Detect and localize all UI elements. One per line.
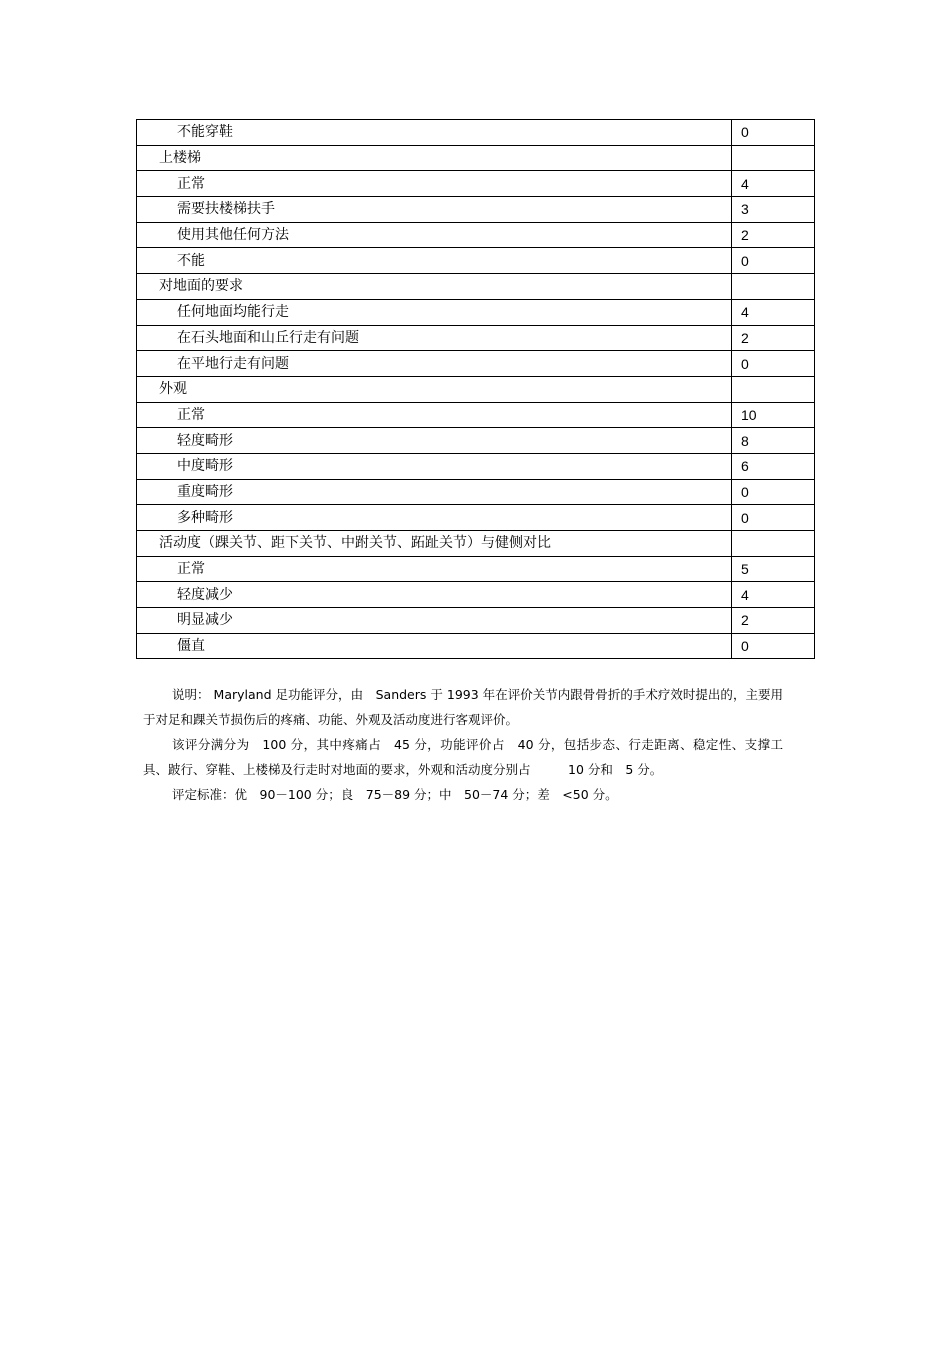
- score-value: 10: [732, 402, 815, 428]
- option-label: 不能: [137, 248, 732, 274]
- table-row: [137, 274, 815, 300]
- table-row: [137, 222, 815, 248]
- notes-paragraph-scoring: 该评分满分为 100 分，其中疼痛占 45 分，功能评价占 40 分，包括步态、行走距离、稳定性、支撑工具、跛行、穿鞋、上楼梯及行走时对地面的要求，外观和活动度分别占 10 分和 5 分。: [143, 737, 783, 777]
- table-row: [137, 633, 815, 659]
- score-value: 2: [732, 222, 815, 248]
- table-row: [137, 145, 815, 171]
- category-label: 对地面的要求: [137, 274, 732, 300]
- table-row: [137, 171, 815, 197]
- option-label: 需要扶楼梯扶手: [137, 197, 732, 223]
- option-label: 在平地行走有问题: [137, 351, 732, 377]
- score-value: 0: [732, 505, 815, 531]
- table-row: [137, 505, 815, 531]
- score-table: [136, 119, 815, 659]
- option-label: 正常: [137, 171, 732, 197]
- option-label: 任何地面均能行走: [137, 299, 732, 325]
- score-value: [732, 274, 815, 300]
- table-row: [137, 608, 815, 634]
- score-value: 5: [732, 556, 815, 582]
- option-label: 轻度减少: [137, 582, 732, 608]
- option-label: 使用其他任何方法: [137, 222, 732, 248]
- category-label: 活动度（踝关节、距下关节、中跗关节、跖趾关节）与健侧对比: [137, 531, 732, 557]
- table-row: [137, 376, 815, 402]
- table-row: [137, 402, 815, 428]
- notes-section: [143, 682, 783, 807]
- table-row: [137, 299, 815, 325]
- score-value: 8: [732, 428, 815, 454]
- score-value: 0: [732, 479, 815, 505]
- table-row: [137, 120, 815, 146]
- option-label: 中度畸形: [137, 453, 732, 479]
- score-value: 0: [732, 248, 815, 274]
- notes-paragraph-description: 说明： Maryland 足功能评分，由 Sanders 于 1993 年在评价关节内跟骨骨折的手术疗效时提出的，主要用于对足和踝关节损伤后的疼痛、功能、外观及活动度进行客观评价。: [143, 687, 783, 727]
- score-value: 3: [732, 197, 815, 223]
- category-label: 外观: [137, 376, 732, 402]
- score-value: 0: [732, 120, 815, 146]
- option-label: 轻度畸形: [137, 428, 732, 454]
- score-value: 0: [732, 633, 815, 659]
- table-row: [137, 556, 815, 582]
- option-label: 重度畸形: [137, 479, 732, 505]
- score-table-body: [137, 120, 815, 659]
- option-label: 在石头地面和山丘行走有问题: [137, 325, 732, 351]
- score-value: [732, 376, 815, 402]
- option-label: 正常: [137, 556, 732, 582]
- score-value: 2: [732, 608, 815, 634]
- table-row: [137, 248, 815, 274]
- table-row: [137, 479, 815, 505]
- score-value: 4: [732, 171, 815, 197]
- table-row: [137, 325, 815, 351]
- score-value: 4: [732, 582, 815, 608]
- score-value: 6: [732, 453, 815, 479]
- score-value: 2: [732, 325, 815, 351]
- score-value: [732, 531, 815, 557]
- score-value: 4: [732, 299, 815, 325]
- score-value: [732, 145, 815, 171]
- table-row: [137, 351, 815, 377]
- table-row: [137, 582, 815, 608]
- table-row: [137, 428, 815, 454]
- option-label: 正常: [137, 402, 732, 428]
- option-label: 僵直: [137, 633, 732, 659]
- table-row: [137, 197, 815, 223]
- table-row: [137, 453, 815, 479]
- option-label: 多种畸形: [137, 505, 732, 531]
- option-label: 不能穿鞋: [137, 120, 732, 146]
- notes-paragraph-criteria: 评定标准：优 90－100 分；良 75－89 分；中 50－74 分；差 <50 分。: [172, 787, 618, 802]
- category-label: 上楼梯: [137, 145, 732, 171]
- option-label: 明显减少: [137, 608, 732, 634]
- table-row: [137, 531, 815, 557]
- score-value: 0: [732, 351, 815, 377]
